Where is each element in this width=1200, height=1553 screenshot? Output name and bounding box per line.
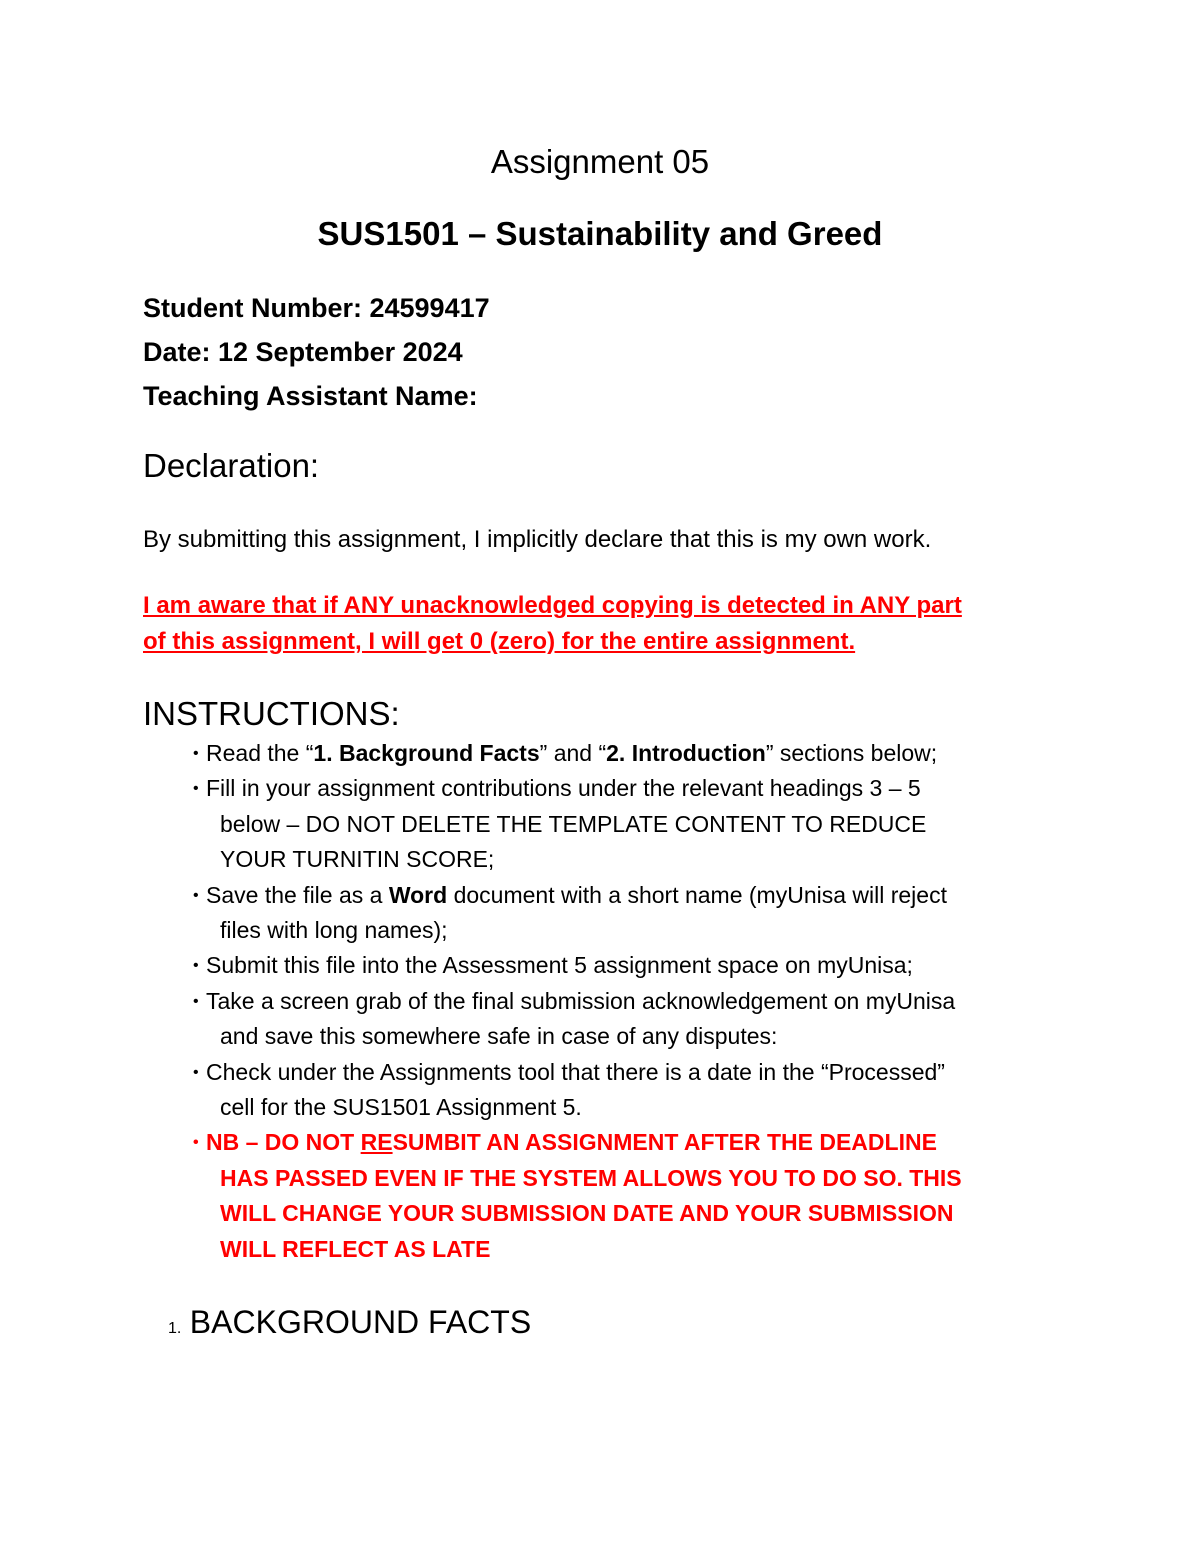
bullet-icon: • — [193, 886, 199, 904]
student-number: Student Number: 24599417 — [143, 293, 490, 323]
instruction-text: Save the file as a — [206, 881, 389, 908]
instruction-text: SUMBIT AN ASSIGNMENT AFTER THE DEADLINE — [392, 1129, 937, 1156]
plagiarism-warning-line-1: I am aware that if ANY unacknowledged copying is detected in ANY part — [143, 592, 962, 619]
instruction-text: Read the “ — [206, 740, 314, 766]
instruction-line: cell for the SUS1501 Assignment 5. — [220, 1094, 582, 1121]
instruction-text: ” and “ — [539, 740, 607, 766]
bullet-icon: • — [193, 780, 199, 798]
instructions-list — [193, 736, 1073, 1267]
instruction-line: Fill in your assignment contributions under the relevant headings 3 – 5 — [206, 775, 921, 802]
instruction-line — [206, 736, 1073, 771]
plagiarism-warning — [143, 588, 1073, 660]
deadline-warning-item — [193, 1125, 1073, 1267]
instruction-line: WILL CHANGE YOUR SUBMISSION DATE AND YOUR SUBMISSION — [220, 1200, 954, 1227]
bullet-icon: • — [193, 957, 199, 975]
teaching-assistant-name: Teaching Assistant Name: — [143, 381, 478, 411]
course-title: SUS1501 – Sustainability and Greed — [317, 215, 883, 252]
student-details — [143, 286, 490, 418]
instruction-text: NB – DO NOT — [206, 1129, 361, 1156]
bullet-icon: • — [193, 992, 199, 1010]
instruction-item — [193, 984, 1073, 1055]
bullet-icon: • — [193, 1063, 199, 1081]
instruction-bold-text: 2. Introduction — [606, 740, 766, 766]
instruction-item — [193, 878, 1073, 949]
instruction-line — [206, 1125, 1073, 1160]
document-page — [143, 0, 1083, 1553]
plagiarism-warning-line-2: of this assignment, I will get 0 (zero) for the entire assignment. — [143, 628, 856, 655]
instruction-line: YOUR TURNITIN SCORE; — [220, 846, 495, 873]
instruction-line: Take a screen grab of the final submission acknowledgement on myUnisa — [206, 987, 956, 1014]
section-heading-background-facts — [168, 1302, 531, 1342]
declaration-statement: By submitting this assignment, I implicitly declare that this is my own work. — [143, 526, 932, 553]
instructions-heading: INSTRUCTIONS: — [143, 695, 400, 732]
instruction-line: below – DO NOT DELETE THE TEMPLATE CONTENT TO REDUCE — [220, 810, 927, 837]
instruction-bold-text: Word — [388, 881, 448, 908]
instruction-line: Submit this file into the Assessment 5 assignment space on myUnisa; — [206, 952, 913, 979]
instruction-line: Check under the Assignments tool that there is a date in the “Processed” — [206, 1058, 945, 1085]
instruction-bold-text: 1. Background Facts — [313, 740, 540, 766]
instruction-line: and save this somewhere safe in case of any disputes: — [220, 1023, 778, 1050]
section-number: 1. — [168, 1320, 182, 1337]
submission-date: Date: 12 September 2024 — [143, 337, 463, 367]
declaration-heading: Declaration: — [143, 447, 320, 484]
instruction-underlined-text: RE — [360, 1129, 393, 1156]
section-title-text: BACKGROUND FACTS — [189, 1304, 532, 1340]
instruction-item — [193, 1055, 1073, 1126]
bullet-icon: • — [193, 1134, 199, 1152]
instruction-line — [206, 878, 1073, 913]
instruction-text: document with a short name (myUnisa will reject — [447, 881, 947, 908]
document-title: Assignment 05 — [490, 143, 710, 180]
instruction-item — [193, 948, 1073, 983]
instruction-item — [193, 736, 1073, 771]
instruction-item — [193, 771, 1073, 877]
instruction-line: WILL REFLECT AS LATE — [220, 1235, 491, 1262]
instruction-line: files with long names); — [220, 917, 448, 944]
bullet-icon: • — [193, 745, 199, 762]
instruction-line: HAS PASSED EVEN IF THE SYSTEM ALLOWS YOU TO DO SO. THIS — [220, 1164, 962, 1191]
instruction-text: ” sections below; — [765, 740, 938, 766]
